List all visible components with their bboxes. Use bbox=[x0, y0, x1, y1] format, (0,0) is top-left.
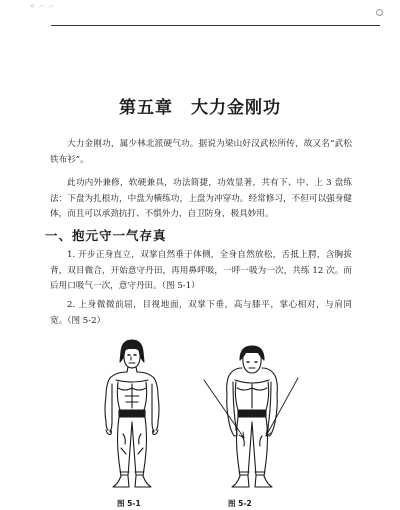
step-2-paragraph: 2. 上身微微前屈，目视地面，双掌下垂，高与膝平，掌心相对，与肩同宽。（图 5-2） bbox=[50, 300, 352, 326]
scan-mark: ⟡ ⌒ ⌒ bbox=[30, 2, 56, 10]
section-heading: 一、抱元守一气存真 bbox=[45, 228, 167, 243]
step-1-paragraph: 1. 开步正身直立，双掌自然垂于体侧，全身自然放松，舌抵上腭，含胸拔背，双目微合，开始意守丹田，再用鼻呼吸，一呼一吸为一次，共练 12 次。而后用口吸气一次，意守丹田。（图 5-1） bbox=[50, 250, 352, 291]
header-rule bbox=[51, 25, 380, 26]
intro-paragraph: 大力金刚功，属少林北派硬气功。据说为梁山好汉武松所传，故又名“武松铁布衫”。 bbox=[50, 139, 352, 165]
figure-5-1-caption: 图 5-1 bbox=[117, 499, 141, 508]
page-corner-mark bbox=[376, 9, 383, 16]
figure-5-2 bbox=[202, 338, 302, 493]
standing-man-illustration bbox=[92, 338, 172, 493]
figure-5-2-caption: 图 5-2 bbox=[228, 499, 252, 508]
chapter-title: 第五章 大力金刚功 bbox=[119, 98, 281, 118]
method-paragraph: 此功内外兼修，软硬兼具，功法简捷，功效显著，共有下、中、上 3 盘练法：下盘为扎根功，中盘为横练功，上盘为冲穿功。经常修习，不但可以强身健体，而且可以承劲抗打、不惧外力，自卫防身，极具妙用。 bbox=[50, 178, 352, 219]
bending-man-illustration bbox=[202, 338, 302, 493]
figure-5-1 bbox=[92, 338, 172, 493]
